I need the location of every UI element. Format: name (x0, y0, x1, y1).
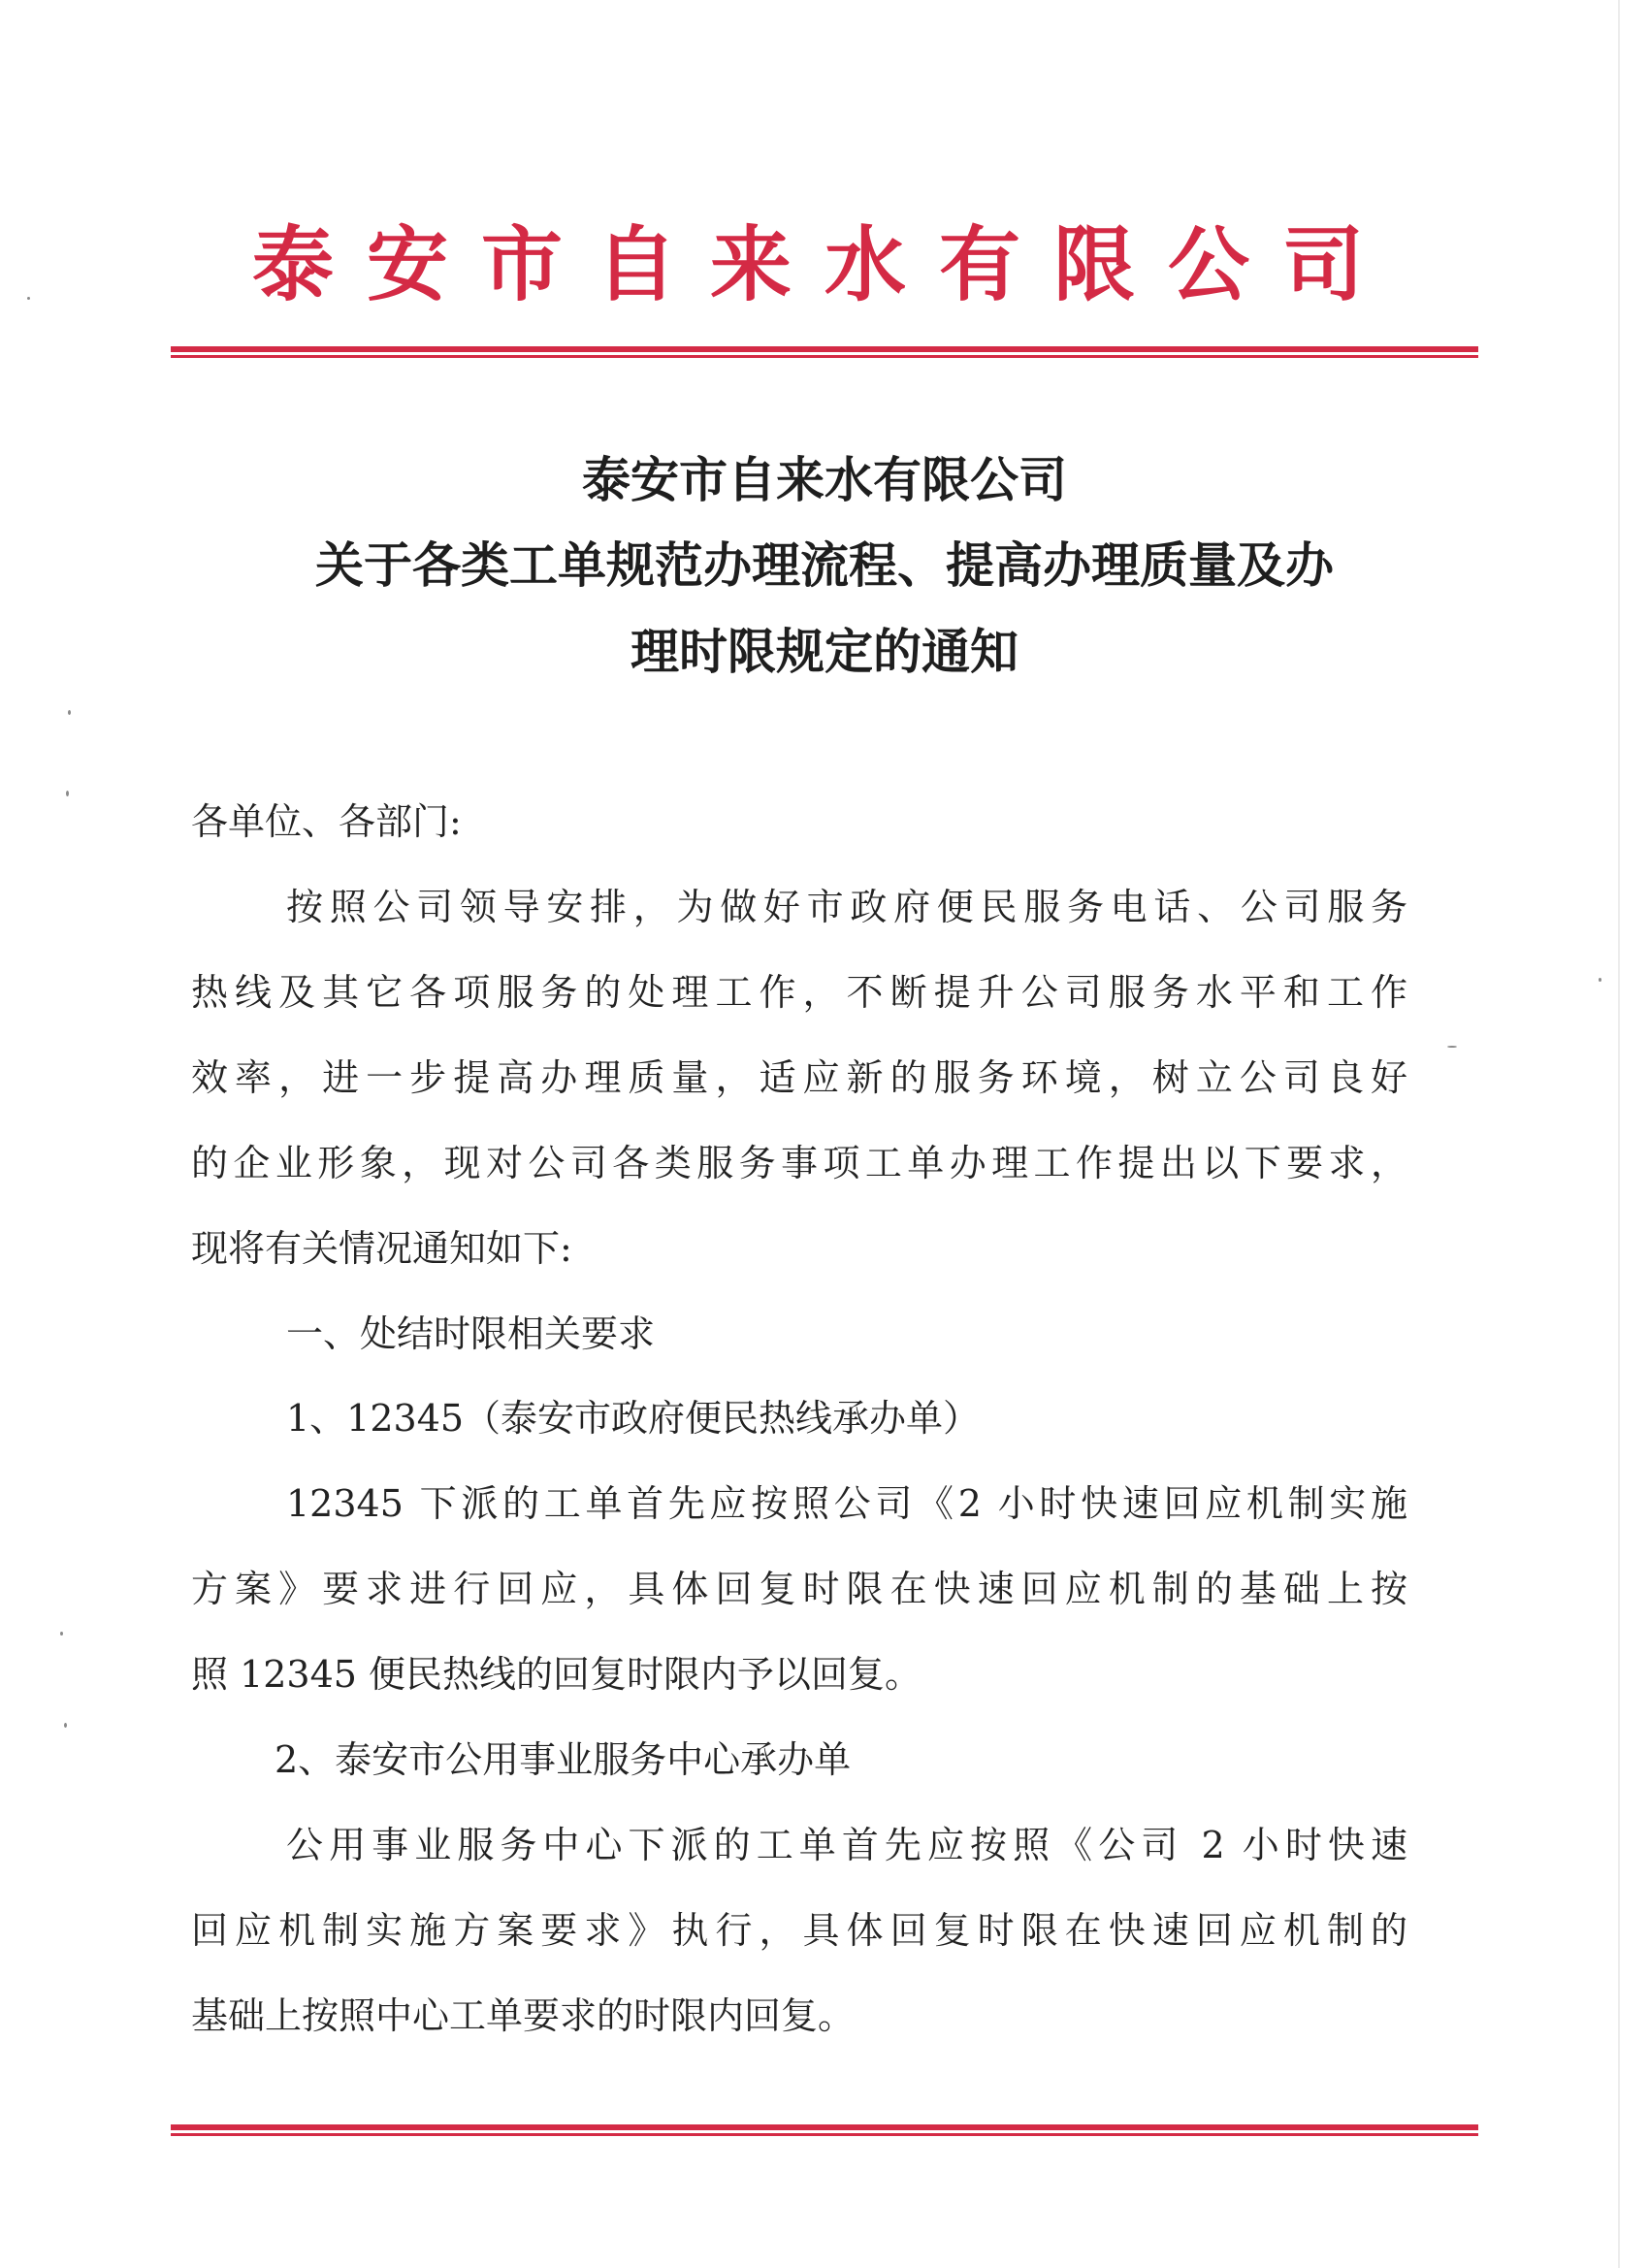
item-text-line: 方案》要求进行回应，具体回复时限在快速回应机制的基础上按 (191, 1568, 1407, 1610)
item-text-line: 12345 下派的工单首先应按照公司《2 小时快速回应机制实施 (286, 1482, 1407, 1525)
item-text-line: 照 12345 便民热线的回复时限内予以回复。 (191, 1653, 922, 1696)
scan-speck (60, 1632, 63, 1636)
intro-line: 的企业形象，现对公司各类服务事项工单办理工作提出以下要求， (191, 1142, 1407, 1184)
scan-speck (27, 297, 30, 300)
item-text-line: 基础上按照中心工单要求的时限内回复。 (191, 1994, 856, 2037)
scan-edge (1618, 0, 1620, 2268)
scan-speck (66, 791, 69, 796)
scan-speck (1599, 978, 1601, 982)
section-heading: 一、处结时限相关要求 (286, 1312, 656, 1355)
letterhead-red-rule (171, 346, 1478, 358)
intro-line: 现将有关情况通知如下: (191, 1227, 572, 1270)
item-heading: 1、12345（泰安市政府便民热线承办单） (286, 1397, 981, 1440)
item-text-line: 回应机制实施方案要求》执行，具体回复时限在快速回应机制的 (191, 1909, 1407, 1952)
item-text-line: 公用事业服务中心下派的工单首先应按照《公司 2 小时快速 (286, 1824, 1407, 1866)
intro-line: 效率，进一步提高办理质量，适应新的服务环境，树立公司良好 (191, 1056, 1407, 1099)
document-title-line-2: 关于各类工单规范办理流程、提高办理质量及办 (315, 536, 1334, 594)
intro-line: 热线及其它各项服务的处理工作，不断提升公司服务水平和工作 (191, 971, 1407, 1014)
document-title-line-1: 泰安市自来水有限公司 (582, 451, 1067, 508)
footer-red-rule (171, 2124, 1478, 2136)
document-title-line-3: 理时限规定的通知 (630, 623, 1018, 680)
scan-speck (68, 710, 71, 715)
intro-line: 按照公司领导安排，为做好市政府便民服务电话、公司服务 (286, 886, 1407, 928)
scan-speck (1447, 1046, 1457, 1048)
salutation: 各单位、各部门: (191, 800, 462, 843)
letterhead-company-name: 泰安市自来水有限公司 (251, 216, 1397, 312)
scan-speck (64, 1723, 67, 1728)
item-heading: 2、泰安市公用事业服务中心承办单 (275, 1738, 852, 1781)
